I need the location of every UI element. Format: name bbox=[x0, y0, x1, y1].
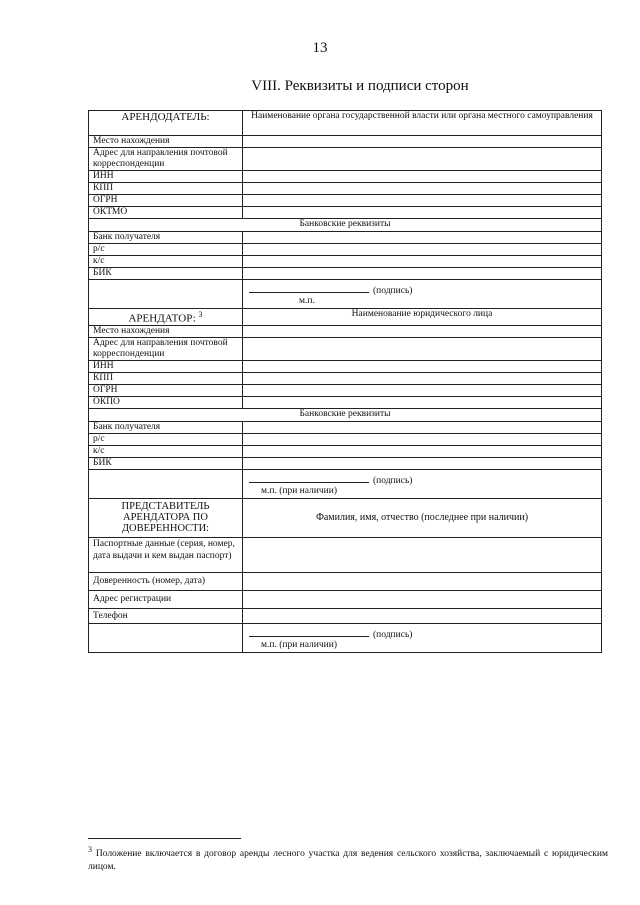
field-label: Телефон bbox=[89, 608, 243, 623]
lessor-field-row bbox=[89, 207, 602, 219]
lessee-signature-row bbox=[89, 469, 602, 498]
signature-blank bbox=[89, 469, 243, 498]
field-label: ИНН bbox=[89, 171, 243, 183]
field-value[interactable] bbox=[243, 171, 602, 183]
field-label: КПП bbox=[89, 372, 243, 384]
field-value[interactable] bbox=[243, 608, 602, 623]
representative-heading: ПРЕДСТАВИТЕЛЬ АРЕНДАТОРА ПО ДОВЕРЕННОСТИ: bbox=[89, 498, 243, 537]
representative-name-caption: Фамилия, имя, отчество (последнее при наличии) bbox=[243, 498, 602, 537]
lessee-heading: АРЕНДАТОР: bbox=[128, 312, 196, 325]
lessee-bank-header-row bbox=[89, 408, 602, 421]
field-label: Адрес регистрации bbox=[89, 590, 243, 608]
field-value[interactable] bbox=[243, 195, 602, 207]
field-value[interactable] bbox=[243, 148, 602, 171]
field-value[interactable] bbox=[243, 136, 602, 148]
field-label: БИК bbox=[89, 457, 243, 469]
lessee-field-row bbox=[89, 384, 602, 396]
field-label: БИК bbox=[89, 268, 243, 280]
field-value[interactable] bbox=[243, 421, 602, 433]
section-title: VIII. Реквизиты и подписи сторон bbox=[251, 78, 469, 94]
lessor-field-row bbox=[89, 183, 602, 195]
lessor-field-row bbox=[89, 171, 602, 183]
field-value[interactable] bbox=[243, 537, 602, 572]
field-label: Банк получателя bbox=[89, 232, 243, 244]
field-value[interactable] bbox=[243, 457, 602, 469]
lessor-signature-row bbox=[89, 280, 602, 309]
signature-line bbox=[249, 627, 369, 637]
field-value[interactable] bbox=[243, 360, 602, 372]
field-value[interactable] bbox=[243, 256, 602, 268]
field-value[interactable] bbox=[243, 433, 602, 445]
field-value[interactable] bbox=[243, 396, 602, 408]
footnote bbox=[88, 843, 608, 874]
field-value[interactable] bbox=[243, 207, 602, 219]
lessor-bank-row bbox=[89, 268, 602, 280]
lessor-header-row bbox=[89, 111, 602, 136]
signature-line bbox=[249, 473, 369, 483]
lessee-bank-row bbox=[89, 433, 602, 445]
field-label: Место нахождения bbox=[89, 325, 243, 337]
field-value[interactable] bbox=[243, 384, 602, 396]
signature-line bbox=[249, 283, 369, 293]
lessor-field-row bbox=[89, 136, 602, 148]
field-label: ОКТМО bbox=[89, 207, 243, 219]
lessee-heading-cell bbox=[89, 309, 243, 326]
page-number: 13 bbox=[312, 40, 328, 56]
field-label: ИНН bbox=[89, 360, 243, 372]
signature-caption: (подпись) bbox=[373, 286, 413, 296]
lessee-signature-block[interactable] bbox=[243, 469, 602, 498]
field-label: Место нахождения bbox=[89, 136, 243, 148]
field-value[interactable] bbox=[243, 590, 602, 608]
field-value[interactable] bbox=[243, 337, 602, 360]
field-label: Паспортные данные (серия, номер, дата выдачи и кем выдан паспорт) bbox=[89, 537, 243, 572]
field-label: к/с bbox=[89, 445, 243, 457]
field-label: Адрес для направления почтовой корреспонденции bbox=[89, 148, 243, 171]
lessor-bank-row bbox=[89, 244, 602, 256]
lessee-header-row bbox=[89, 309, 602, 326]
signature-blank bbox=[89, 280, 243, 309]
field-label: Банк получателя bbox=[89, 421, 243, 433]
representative-header-row bbox=[89, 498, 602, 537]
field-value[interactable] bbox=[243, 372, 602, 384]
field-label: Адрес для направления почтовой корреспонденции bbox=[89, 337, 243, 360]
field-value[interactable] bbox=[243, 268, 602, 280]
field-label: к/с bbox=[89, 256, 243, 268]
footnote-text: Положение включается в договор аренды лесного участка для ведения сельского хозяйства, заключаемый с юридическим лицом. bbox=[88, 849, 609, 873]
field-value[interactable] bbox=[243, 572, 602, 590]
representative-field-row bbox=[89, 590, 602, 608]
lessee-field-row bbox=[89, 372, 602, 384]
signature-blank bbox=[89, 623, 243, 652]
lessee-bank-row bbox=[89, 421, 602, 433]
field-label: ОКПО bbox=[89, 396, 243, 408]
lessor-bank-row bbox=[89, 256, 602, 268]
field-label: р/с bbox=[89, 433, 243, 445]
stamp-caption: м.п. (при наличии) bbox=[261, 485, 337, 496]
representative-field-row bbox=[89, 608, 602, 623]
signature-caption: (подпись) bbox=[373, 629, 413, 640]
field-label: р/с bbox=[89, 244, 243, 256]
lessor-signature-block[interactable] bbox=[243, 280, 602, 309]
lessor-field-row bbox=[89, 195, 602, 207]
bank-heading: Банковские реквизиты bbox=[89, 408, 602, 421]
representative-field-row bbox=[89, 572, 602, 590]
representative-signature-block[interactable] bbox=[243, 623, 602, 652]
lessor-heading: АРЕНДОДАТЕЛЬ: bbox=[89, 111, 243, 136]
lessor-name-caption: Наименование органа государственной власти или органа местного самоуправления bbox=[243, 111, 602, 136]
lessee-field-row bbox=[89, 396, 602, 408]
lessee-bank-row bbox=[89, 457, 602, 469]
lessee-field-row bbox=[89, 325, 602, 337]
footnote-divider bbox=[88, 838, 241, 839]
requisites-table bbox=[88, 110, 602, 653]
footnote-ref: 3 bbox=[198, 310, 203, 319]
field-value[interactable] bbox=[243, 183, 602, 195]
lessee-field-row bbox=[89, 337, 602, 360]
representative-signature-row bbox=[89, 623, 602, 652]
lessor-bank-row bbox=[89, 232, 602, 244]
lessee-bank-row bbox=[89, 445, 602, 457]
field-label: ОГРН bbox=[89, 195, 243, 207]
footnote-marker: 3 bbox=[88, 845, 92, 854]
field-value[interactable] bbox=[243, 244, 602, 256]
bank-heading: Банковские реквизиты bbox=[89, 219, 602, 232]
representative-field-row bbox=[89, 537, 602, 572]
field-label: ОГРН bbox=[89, 384, 243, 396]
lessee-name-caption: Наименование юридического лица bbox=[243, 309, 602, 326]
stamp-caption: м.п. bbox=[299, 296, 315, 306]
field-value[interactable] bbox=[243, 445, 602, 457]
field-value[interactable] bbox=[243, 232, 602, 244]
lessee-field-row bbox=[89, 360, 602, 372]
lessor-field-row bbox=[89, 148, 602, 171]
stamp-caption: м.п. (при наличии) bbox=[261, 639, 337, 650]
lessor-bank-header-row bbox=[89, 219, 602, 232]
field-label: КПП bbox=[89, 183, 243, 195]
field-label: Доверенность (номер, дата) bbox=[89, 572, 243, 590]
signature-caption: (подпись) bbox=[373, 475, 413, 486]
field-value[interactable] bbox=[243, 325, 602, 337]
